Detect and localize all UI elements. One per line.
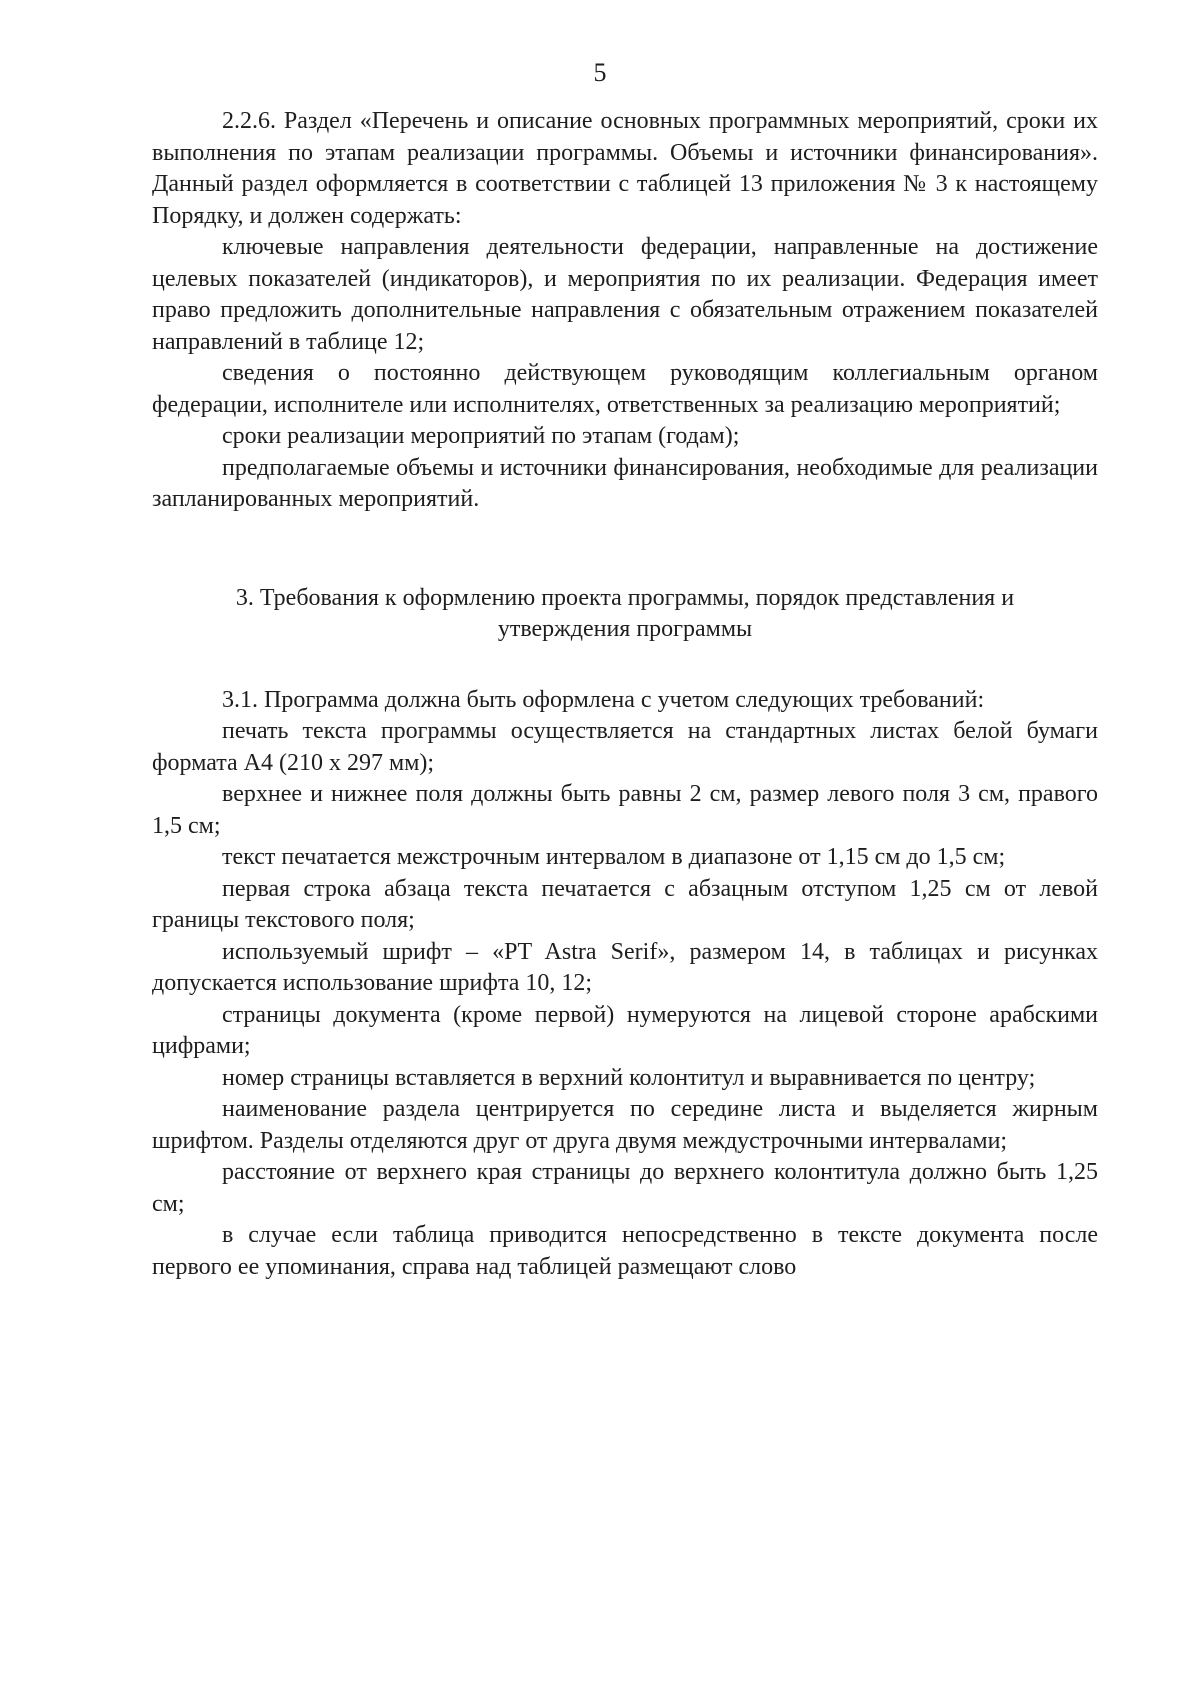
list-item: ключевые направления деятельности федерации, направленные на достижение целевых показателей (индикаторов), и мероприятия по их реализации. Федерация имеет право предложить дополнительные направления с обязательным отражением показателей направлений в таблице 12;	[152, 234, 1098, 355]
list-item: сведения о постоянно действующем руководящим коллегиальным органом федерации, исполнителе или исполнителях, ответственных за реализацию мероприятий;	[152, 360, 1098, 418]
section-3-title-line-2: утверждения программы	[497, 616, 753, 642]
section-3-title	[152, 583, 1098, 646]
list-item: в случае если таблица приводится непосредственно в тексте документа после первого ее упоминания, справа над таблицей размещают слово	[152, 1222, 1098, 1280]
section-3-1-intro: 3.1. Программа должна быть оформлена с учетом следующих требований:	[222, 686, 985, 713]
list-item: первая строка абзаца текста печатается с абзацным отступом 1,25 см от левой границы текстового поля;	[152, 875, 1098, 933]
list-item: расстояние от верхнего края страницы до верхнего колонтитула должно быть 1,25 см;	[152, 1159, 1098, 1217]
list-item: номер страницы вставляется в верхний колонтитул и выравнивается по центру;	[222, 1064, 1036, 1091]
list-item: печать текста программы осуществляется на стандартных листах белой бумаги формата А4 (210 х 297 мм);	[152, 718, 1098, 776]
list-item: предполагаемые объемы и источники финансирования, необходимые для реализации запланированных мероприятий.	[152, 454, 1098, 512]
section-3-title-line-1: 3. Требования к оформлению проекта программы, порядок представления и	[235, 584, 1015, 611]
document-body	[152, 106, 1098, 1283]
list-item: верхнее и нижнее поля должны быть равны 2 см, размер левого поля 3 см, правого 1,5 см;	[152, 781, 1098, 839]
list-item: наименование раздела центрируется по середине листа и выделяется жирным шрифтом. Разделы отделяются друг от друга двумя междустрочными интервалами;	[152, 1096, 1098, 1154]
page-number: 5	[593, 58, 607, 87]
section-2-2-6-intro: 2.2.6. Раздел «Перечень и описание основных программных мероприятий, сроки их выполнения по этапам реализации программы. Объемы и источники финансирования». Данный раздел оформляется в соответствии с таблицей 13 приложения № 3 к настоящему Порядку, и должен содержать:	[152, 108, 1098, 229]
list-item: сроки реализации мероприятий по этапам (годам);	[222, 423, 740, 449]
list-item: текст печатается межстрочным интервалом в диапазоне от 1,15 см до 1,5 см;	[222, 844, 1006, 870]
list-item: страницы документа (кроме первой) нумеруются на лицевой стороне арабскими цифрами;	[152, 1001, 1098, 1059]
list-item: используемый шрифт – «PT Astra Serif», размером 14, в таблицах и рисунках допускается использование шрифта 10, 12;	[152, 938, 1098, 996]
